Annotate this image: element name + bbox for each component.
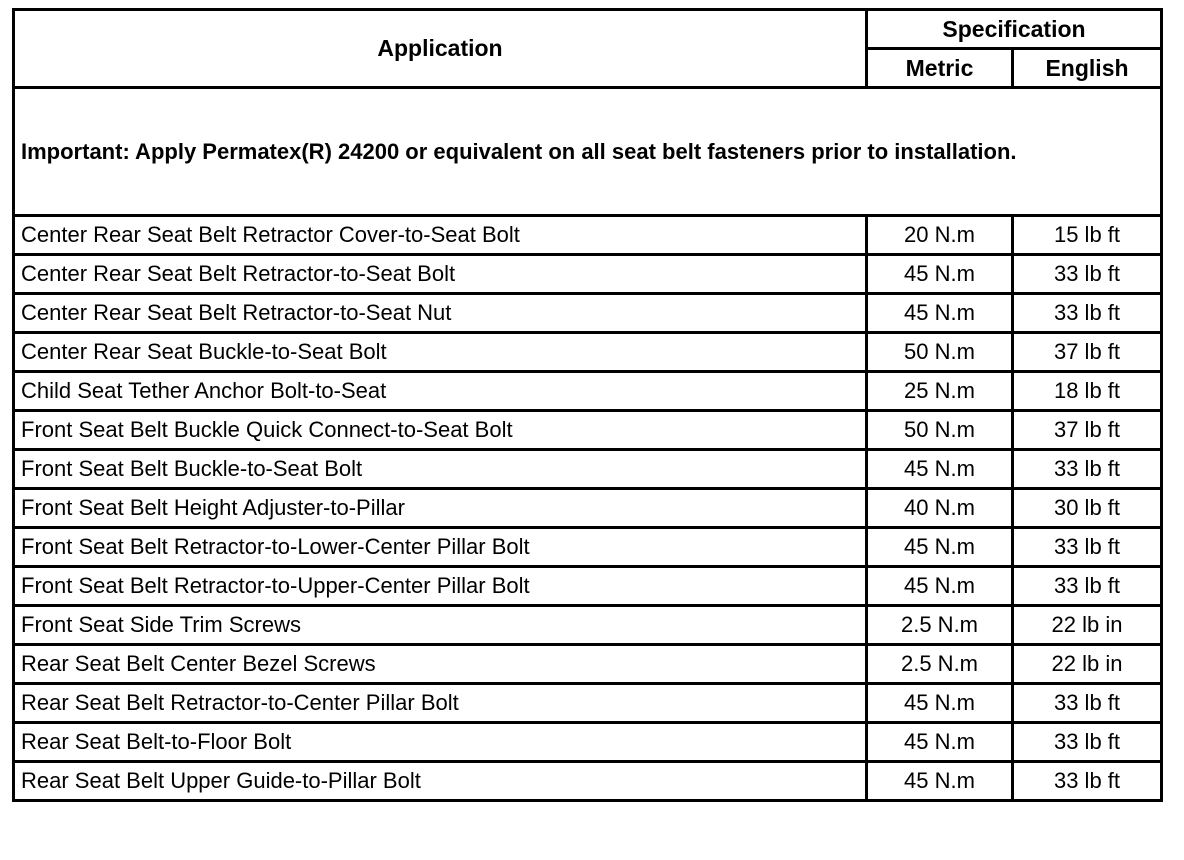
english-cell: 22 lb in [1013,606,1162,645]
application-cell: Center Rear Seat Belt Retractor-to-Seat Bolt [14,255,867,294]
english-cell: 33 lb ft [1013,723,1162,762]
metric-cell: 45 N.m [867,567,1013,606]
application-cell: Front Seat Belt Buckle-to-Seat Bolt [14,450,867,489]
table-row [14,528,1162,567]
table-row [14,606,1162,645]
metric-cell: 40 N.m [867,489,1013,528]
english-cell: 22 lb in [1013,645,1162,684]
metric-cell: 45 N.m [867,723,1013,762]
table-row [14,645,1162,684]
table-row [14,255,1162,294]
metric-cell: 45 N.m [867,762,1013,801]
metric-cell: 45 N.m [867,294,1013,333]
english-column-header: English [1013,49,1162,88]
application-cell: Front Seat Belt Retractor-to-Upper-Center Pillar Bolt [14,567,867,606]
application-cell: Center Rear Seat Belt Retractor-to-Seat Nut [14,294,867,333]
table-row [14,411,1162,450]
metric-cell: 45 N.m [867,684,1013,723]
application-cell: Center Rear Seat Belt Retractor Cover-to-Seat Bolt [14,216,867,255]
metric-cell: 45 N.m [867,450,1013,489]
fastener-specification-table [12,8,1163,802]
english-cell: 18 lb ft [1013,372,1162,411]
english-cell: 37 lb ft [1013,333,1162,372]
metric-cell: 25 N.m [867,372,1013,411]
english-cell: 15 lb ft [1013,216,1162,255]
english-cell: 33 lb ft [1013,684,1162,723]
table-row [14,489,1162,528]
metric-cell: 45 N.m [867,528,1013,567]
metric-cell: 50 N.m [867,411,1013,450]
english-cell: 33 lb ft [1013,528,1162,567]
important-note: Important: Apply Permatex(R) 24200 or equivalent on all seat belt fasteners prior to installation. [14,88,1162,216]
table-row [14,216,1162,255]
table-row [14,450,1162,489]
application-cell: Center Rear Seat Buckle-to-Seat Bolt [14,333,867,372]
english-cell: 33 lb ft [1013,294,1162,333]
table-row [14,684,1162,723]
specification-column-header: Specification [867,10,1162,49]
application-cell: Rear Seat Belt Center Bezel Screws [14,645,867,684]
application-cell: Child Seat Tether Anchor Bolt-to-Seat [14,372,867,411]
table-row [14,294,1162,333]
english-cell: 33 lb ft [1013,567,1162,606]
table-row [14,333,1162,372]
metric-cell: 20 N.m [867,216,1013,255]
application-cell: Rear Seat Belt Retractor-to-Center Pillar Bolt [14,684,867,723]
table-row [14,372,1162,411]
metric-cell: 50 N.m [867,333,1013,372]
english-cell: 33 lb ft [1013,255,1162,294]
application-cell: Front Seat Belt Buckle Quick Connect-to-Seat Bolt [14,411,867,450]
english-cell: 37 lb ft [1013,411,1162,450]
table-row [14,567,1162,606]
english-cell: 30 lb ft [1013,489,1162,528]
application-cell: Front Seat Belt Height Adjuster-to-Pillar [14,489,867,528]
metric-cell: 2.5 N.m [867,606,1013,645]
application-cell: Rear Seat Belt-to-Floor Bolt [14,723,867,762]
application-cell: Front Seat Side Trim Screws [14,606,867,645]
metric-cell: 2.5 N.m [867,645,1013,684]
english-cell: 33 lb ft [1013,450,1162,489]
application-cell: Front Seat Belt Retractor-to-Lower-Center Pillar Bolt [14,528,867,567]
application-column-header: Application [14,10,867,88]
table-row [14,762,1162,801]
metric-column-header: Metric [867,49,1013,88]
metric-cell: 45 N.m [867,255,1013,294]
english-cell: 33 lb ft [1013,762,1162,801]
application-cell: Rear Seat Belt Upper Guide-to-Pillar Bolt [14,762,867,801]
table-row [14,723,1162,762]
